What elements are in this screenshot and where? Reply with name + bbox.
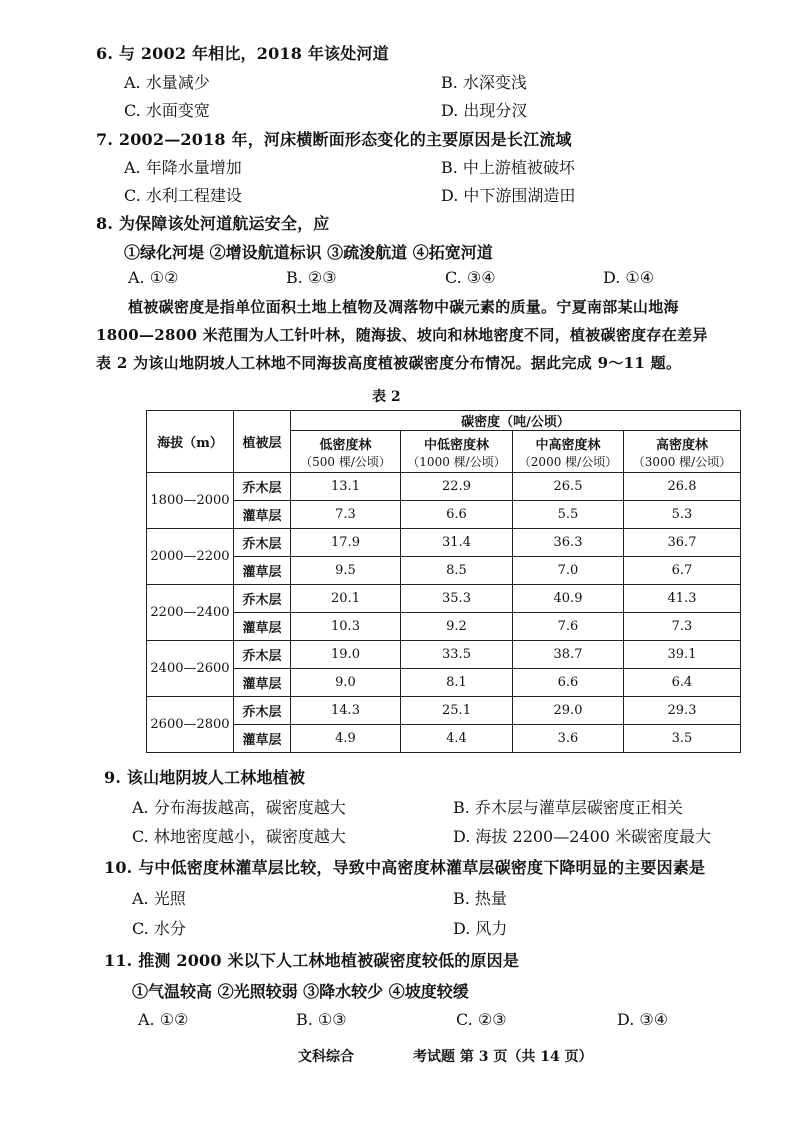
- carbon-density-value: 7.6: [513, 613, 624, 641]
- question-8-stem: 8. 为保障该处河道航运安全，应: [96, 214, 330, 233]
- passage-line-2: 1800—2800 米范围为人工针叶林，随海拔、坡向和林地密度不同，植被碳密度存在差异: [96, 326, 708, 344]
- vegetation-layer-cell: 灌草层: [234, 501, 291, 529]
- question-7-option-d: D. 中下游围湖造田: [441, 186, 576, 205]
- carbon-density-value: 6.4: [624, 669, 741, 697]
- table-row: [147, 697, 741, 725]
- question-9-stem: 9. 该山地阴坡人工林地植被: [104, 768, 306, 787]
- carbon-density-value: 9.0: [291, 669, 401, 697]
- carbon-density-value: 25.1: [401, 697, 513, 725]
- carbon-density-value: 5.5: [513, 501, 624, 529]
- carbon-density-value: 17.9: [291, 529, 401, 557]
- vegetation-layer-cell: 灌草层: [234, 557, 291, 585]
- carbon-density-value: 14.3: [291, 697, 401, 725]
- question-6-option-d: D. 出现分汊: [441, 101, 528, 120]
- question-11-option-a: A. ①②: [138, 1010, 189, 1029]
- carbon-density-value: 38.7: [513, 641, 624, 669]
- carbon-density-value: 3.6: [513, 725, 624, 753]
- altitude-cell: 2200—2400: [147, 585, 234, 641]
- altitude-cell: 2600—2800: [147, 697, 234, 753]
- question-9-option-c: C. 林地密度越小，碳密度越大: [132, 827, 346, 846]
- carbon-density-value: 20.1: [291, 585, 401, 613]
- question-7-option-a: A. 年降水量增加: [124, 158, 242, 177]
- carbon-density-value: 9.5: [291, 557, 401, 585]
- vegetation-layer-cell: 乔木层: [234, 697, 291, 725]
- footer-page-info: 考试题 第 3 页（共 14 页）: [413, 1049, 593, 1065]
- question-9-option-b: B. 乔木层与灌草层碳密度正相关: [453, 798, 683, 817]
- vegetation-layer-cell: 乔木层: [234, 529, 291, 557]
- carbon-density-value: 31.4: [401, 529, 513, 557]
- vegetation-layer-cell: 灌草层: [234, 725, 291, 753]
- question-10-stem: 10. 与中低密度林灌草层比较，导致中高密度林灌草层碳密度下降明显的主要因素是: [104, 858, 706, 877]
- carbon-density-value: 4.4: [401, 725, 513, 753]
- header-carbon-density: 碳密度（吨/公顷）: [291, 411, 741, 431]
- carbon-density-value: 6.7: [624, 557, 741, 585]
- table-row: [147, 669, 741, 697]
- passage-line-1: 植被碳密度是指单位面积土地上植物及凋落物中碳元素的质量。宁夏南部某山地海: [128, 298, 679, 316]
- carbon-density-table: [146, 410, 741, 753]
- question-11-option-b: B. ①③: [296, 1010, 347, 1029]
- carbon-density-value: 26.5: [513, 473, 624, 501]
- footer-subject: 文科综合: [298, 1049, 354, 1065]
- table-row: [147, 501, 741, 529]
- question-11-option-d: D. ③④: [617, 1010, 669, 1029]
- carbon-density-value: 5.3: [624, 501, 741, 529]
- carbon-density-value: 9.2: [401, 613, 513, 641]
- carbon-density-value: 6.6: [513, 669, 624, 697]
- carbon-density-value: 8.1: [401, 669, 513, 697]
- carbon-density-value: 29.3: [624, 697, 741, 725]
- question-11-option-c: C. ②③: [456, 1010, 507, 1029]
- header-vegetation-layer: 植被层: [234, 411, 291, 473]
- question-11-items: ①气温较高 ②光照较弱 ③降水较少 ④坡度较缓: [132, 982, 469, 1001]
- carbon-density-value: 36.3: [513, 529, 624, 557]
- table-row: [147, 613, 741, 641]
- table-row: [147, 641, 741, 669]
- carbon-density-value: 6.6: [401, 501, 513, 529]
- altitude-cell: 1800—2000: [147, 473, 234, 529]
- question-6-option-a: A. 水量减少: [124, 73, 210, 92]
- altitude-cell: 2000—2200: [147, 529, 234, 585]
- question-10-option-d: D. 风力: [453, 919, 508, 938]
- table-caption: 表 2: [372, 389, 401, 405]
- carbon-density-value: 13.1: [291, 473, 401, 501]
- carbon-density-value: 22.9: [401, 473, 513, 501]
- table-row: [147, 557, 741, 585]
- header-density-low: 低密度林 （500 棵/公顷）: [291, 431, 401, 473]
- question-7-stem: 7. 2002—2018 年，河床横断面形态变化的主要原因是长江流域: [96, 130, 572, 149]
- vegetation-layer-cell: 灌草层: [234, 613, 291, 641]
- carbon-density-value: 4.9: [291, 725, 401, 753]
- table-row: [147, 473, 741, 501]
- question-8-option-d: D. ①④: [603, 268, 655, 287]
- question-10-option-a: A. 光照: [132, 889, 186, 908]
- question-11-stem: 11. 推测 2000 米以下人工林地植被碳密度较低的原因是: [104, 951, 520, 970]
- question-6-option-c: C. 水面变宽: [124, 101, 210, 120]
- question-8-items: ①绿化河堤 ②增设航道标识 ③疏浚航道 ④拓宽河道: [124, 243, 493, 262]
- header-density-mid-low: 中低密度林 （1000 棵/公顷）: [401, 431, 513, 473]
- carbon-density-value: 7.0: [513, 557, 624, 585]
- question-8-option-c: C. ③④: [445, 268, 496, 287]
- carbon-density-value: 36.7: [624, 529, 741, 557]
- question-7-option-c: C. 水利工程建设: [124, 186, 242, 205]
- table-body: [147, 473, 741, 753]
- question-8-option-b: B. ②③: [286, 268, 337, 287]
- carbon-density-value: 8.5: [401, 557, 513, 585]
- vegetation-layer-cell: 乔木层: [234, 473, 291, 501]
- carbon-density-value: 19.0: [291, 641, 401, 669]
- vegetation-layer-cell: 乔木层: [234, 585, 291, 613]
- question-9-option-a: A. 分布海拔越高，碳密度越大: [132, 798, 346, 817]
- question-6-option-b: B. 水深变浅: [441, 73, 527, 92]
- table-row: [147, 725, 741, 753]
- table-row: [147, 529, 741, 557]
- carbon-density-value: 41.3: [624, 585, 741, 613]
- header-altitude: 海拔（m）: [147, 411, 234, 473]
- carbon-density-value: 10.3: [291, 613, 401, 641]
- question-10-option-b: B. 热量: [453, 889, 507, 908]
- table-row: [147, 585, 741, 613]
- carbon-density-value: 26.8: [624, 473, 741, 501]
- question-8-option-a: A. ①②: [128, 268, 179, 287]
- carbon-density-value: 40.9: [513, 585, 624, 613]
- carbon-density-value: 39.1: [624, 641, 741, 669]
- carbon-density-value: 35.3: [401, 585, 513, 613]
- header-density-mid-high: 中高密度林 （2000 棵/公顷）: [513, 431, 624, 473]
- header-density-high: 高密度林 （3000 棵/公顷）: [624, 431, 741, 473]
- passage-line-3: 表 2 为该山地阴坡人工林地不同海拔高度植被碳密度分布情况。据此完成 9～11 题。: [96, 354, 682, 372]
- carbon-density-value: 7.3: [291, 501, 401, 529]
- vegetation-layer-cell: 乔木层: [234, 641, 291, 669]
- carbon-density-value: 3.5: [624, 725, 741, 753]
- carbon-density-value: 33.5: [401, 641, 513, 669]
- altitude-cell: 2400—2600: [147, 641, 234, 697]
- question-6-stem: 6. 与 2002 年相比，2018 年该处河道: [96, 44, 389, 63]
- question-10-option-c: C. 水分: [132, 919, 186, 938]
- carbon-density-value: 7.3: [624, 613, 741, 641]
- vegetation-layer-cell: 灌草层: [234, 669, 291, 697]
- carbon-density-value: 29.0: [513, 697, 624, 725]
- question-9-option-d: D. 海拔 2200—2400 米碳密度最大: [453, 827, 712, 846]
- question-7-option-b: B. 中上游植被破坏: [441, 158, 575, 177]
